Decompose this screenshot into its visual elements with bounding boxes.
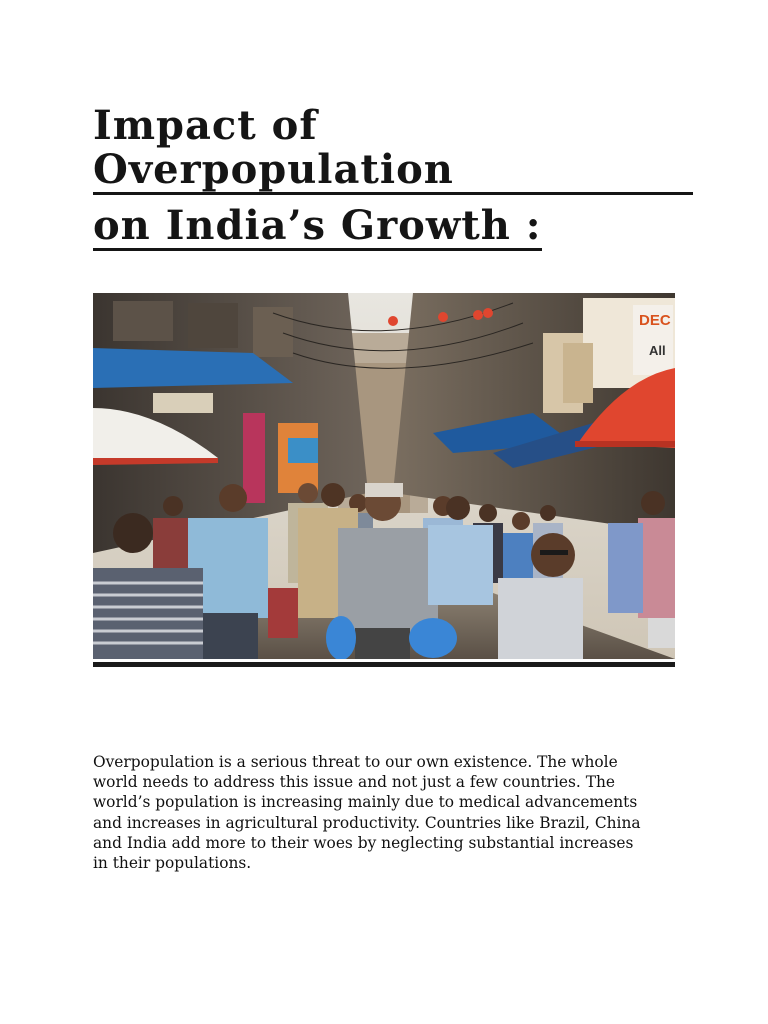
paragraph-line: world’s population is increasing mainly due to medical advancements <box>93 793 638 812</box>
svg-text:DEC: DEC <box>639 312 671 329</box>
paragraph-line: in their populations. <box>93 854 252 873</box>
svg-text:All: All <box>649 343 666 358</box>
paragraph-line: and India add more to their woes by neglecting substantial increases <box>93 833 634 852</box>
document-title <box>93 104 693 256</box>
market-street-illustration <box>93 293 675 659</box>
photo-divider <box>93 662 675 667</box>
market-street-photo <box>93 293 675 659</box>
paragraph-line: world needs to address this issue and not just a few countries. The <box>93 773 615 792</box>
title-line-2: on India’s Growth : <box>93 202 542 249</box>
body-paragraph <box>93 752 683 873</box>
title-line-1: Impact of Overpopulation <box>93 104 693 195</box>
paragraph-line: Overpopulation is a serious threat to our own existence. The whole <box>93 753 618 771</box>
paragraph-line: and increases in agricultural productivity. Countries like Brazil, China <box>93 813 641 832</box>
